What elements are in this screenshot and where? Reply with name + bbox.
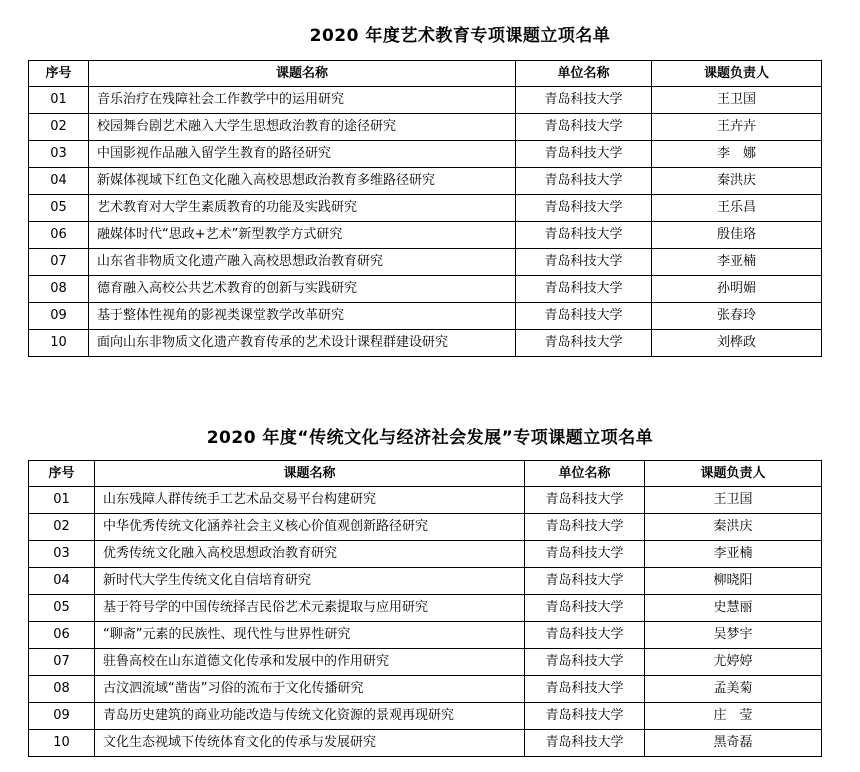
cell-project-leader: 李亚楠 xyxy=(645,541,822,568)
cell-institution: 青岛科技大学 xyxy=(516,114,652,141)
cell-institution: 青岛科技大学 xyxy=(525,730,645,757)
cell-serial: 05 xyxy=(29,195,89,222)
cell-project-name: 山东残障人群传统手工艺术品交易平台构建研究 xyxy=(95,487,525,514)
cell-serial: 01 xyxy=(29,487,95,514)
cell-serial: 07 xyxy=(29,249,89,276)
cell-institution: 青岛科技大学 xyxy=(516,168,652,195)
cell-institution: 青岛科技大学 xyxy=(525,703,645,730)
cell-project-leader: 王卉卉 xyxy=(652,114,822,141)
cell-serial: 06 xyxy=(29,222,89,249)
cell-serial: 03 xyxy=(29,541,95,568)
cell-institution: 青岛科技大学 xyxy=(525,568,645,595)
table-row xyxy=(29,622,822,649)
table-row xyxy=(29,514,822,541)
cell-project-name: 中国影视作品融入留学生教育的路径研究 xyxy=(89,141,516,168)
cell-institution: 青岛科技大学 xyxy=(516,330,652,357)
cell-institution: 青岛科技大学 xyxy=(516,303,652,330)
table-row xyxy=(29,168,822,195)
table-row xyxy=(29,222,822,249)
cell-project-name: 新时代大学生传统文化自信培育研究 xyxy=(95,568,525,595)
cell-project-name: 音乐治疗在残障社会工作教学中的运用研究 xyxy=(89,87,516,114)
cell-project-leader: 王卫国 xyxy=(645,487,822,514)
cell-project-name: 中华优秀传统文化涵养社会主义核心价值观创新路径研究 xyxy=(95,514,525,541)
table-body xyxy=(29,87,822,357)
cell-institution: 青岛科技大学 xyxy=(516,222,652,249)
header-project-leader: 课题负责人 xyxy=(652,61,822,87)
cell-project-leader: 柳晓阳 xyxy=(645,568,822,595)
cell-institution: 青岛科技大学 xyxy=(525,514,645,541)
header-serial: 序号 xyxy=(29,61,89,87)
table-row xyxy=(29,303,822,330)
cell-project-leader: 黑奇磊 xyxy=(645,730,822,757)
header-project-name: 课题名称 xyxy=(89,61,516,87)
cell-project-name: 青岛历史建筑的商业功能改造与传统文化资源的景观再现研究 xyxy=(95,703,525,730)
header-serial: 序号 xyxy=(29,461,95,487)
table-row xyxy=(29,649,822,676)
cell-project-name: 面向山东非物质文化遗产教育传承的艺术设计课程群建设研究 xyxy=(89,330,516,357)
cell-project-leader: 史慧丽 xyxy=(645,595,822,622)
cell-serial: 06 xyxy=(29,622,95,649)
cell-institution: 青岛科技大学 xyxy=(516,87,652,114)
table-row xyxy=(29,487,822,514)
cell-serial: 08 xyxy=(29,276,89,303)
table-title-traditional-culture: 2020 年度“传统文化与经济社会发展”专项课题立项名单 xyxy=(206,428,654,448)
cell-project-name: 基于符号学的中国传统择吉民俗艺术元素提取与应用研究 xyxy=(95,595,525,622)
header-project-name: 课题名称 xyxy=(95,461,525,487)
table-row xyxy=(29,276,822,303)
cell-serial: 09 xyxy=(29,703,95,730)
cell-institution: 青岛科技大学 xyxy=(525,541,645,568)
cell-project-leader: 孟美菊 xyxy=(645,676,822,703)
table-row xyxy=(29,141,822,168)
table-title-art-education: 2020 年度艺术教育专项课题立项名单 xyxy=(309,26,611,46)
cell-project-leader: 秦洪庆 xyxy=(645,514,822,541)
cell-institution: 青岛科技大学 xyxy=(516,141,652,168)
table-row xyxy=(29,541,822,568)
cell-project-leader: 吴梦宇 xyxy=(645,622,822,649)
project-table-art-education xyxy=(28,60,822,357)
cell-institution: 青岛科技大学 xyxy=(525,676,645,703)
cell-project-name: 融媒体时代“思政+艺术”新型教学方式研究 xyxy=(89,222,516,249)
table-row xyxy=(29,330,822,357)
cell-serial: 04 xyxy=(29,568,95,595)
cell-institution: 青岛科技大学 xyxy=(525,487,645,514)
table-row xyxy=(29,195,822,222)
table-row xyxy=(29,595,822,622)
cell-institution: 青岛科技大学 xyxy=(516,276,652,303)
table-row xyxy=(29,730,822,757)
cell-project-name: 德育融入高校公共艺术教育的创新与实践研究 xyxy=(89,276,516,303)
cell-project-leader: 王卫国 xyxy=(652,87,822,114)
table-row xyxy=(29,568,822,595)
cell-serial: 09 xyxy=(29,303,89,330)
cell-project-name: 新媒体视域下红色文化融入高校思想政治教育多维路径研究 xyxy=(89,168,516,195)
cell-project-leader: 庄 莹 xyxy=(645,703,822,730)
table-row xyxy=(29,703,822,730)
cell-serial: 10 xyxy=(29,330,89,357)
table-row xyxy=(29,676,822,703)
cell-serial: 05 xyxy=(29,595,95,622)
cell-project-name: 基于整体性视角的影视类课堂教学改革研究 xyxy=(89,303,516,330)
cell-institution: 青岛科技大学 xyxy=(525,595,645,622)
cell-serial: 03 xyxy=(29,141,89,168)
table-row xyxy=(29,249,822,276)
cell-serial: 04 xyxy=(29,168,89,195)
cell-project-name: 文化生态视域下传统体育文化的传承与发展研究 xyxy=(95,730,525,757)
cell-project-name: 山东省非物质文化遗产融入高校思想政治教育研究 xyxy=(89,249,516,276)
cell-project-name: 古汶泗流域“凿齿”习俗的流布于文化传播研究 xyxy=(95,676,525,703)
project-table-traditional-culture xyxy=(28,460,822,757)
cell-project-name: 校园舞台剧艺术融入大学生思想政治教育的途径研究 xyxy=(89,114,516,141)
cell-project-leader: 李 娜 xyxy=(652,141,822,168)
cell-project-leader: 孙明媚 xyxy=(652,276,822,303)
header-project-leader: 课题负责人 xyxy=(645,461,822,487)
cell-serial: 10 xyxy=(29,730,95,757)
header-institution: 单位名称 xyxy=(525,461,645,487)
cell-institution: 青岛科技大学 xyxy=(516,195,652,222)
cell-institution: 青岛科技大学 xyxy=(525,649,645,676)
header-institution: 单位名称 xyxy=(516,61,652,87)
table-header-row xyxy=(29,61,822,87)
cell-project-leader: 秦洪庆 xyxy=(652,168,822,195)
table-row xyxy=(29,87,822,114)
cell-project-leader: 张春玲 xyxy=(652,303,822,330)
cell-serial: 07 xyxy=(29,649,95,676)
cell-institution: 青岛科技大学 xyxy=(516,249,652,276)
cell-project-leader: 尤婷婷 xyxy=(645,649,822,676)
cell-project-name: 艺术教育对大学生素质教育的功能及实践研究 xyxy=(89,195,516,222)
table-body xyxy=(29,487,822,757)
cell-project-name: “聊斋”元素的民族性、现代性与世界性研究 xyxy=(95,622,525,649)
cell-project-leader: 李亚楠 xyxy=(652,249,822,276)
cell-serial: 02 xyxy=(29,114,89,141)
cell-project-leader: 王乐昌 xyxy=(652,195,822,222)
table-header-row xyxy=(29,461,822,487)
cell-serial: 01 xyxy=(29,87,89,114)
cell-project-leader: 刘桦政 xyxy=(652,330,822,357)
table-row xyxy=(29,114,822,141)
cell-institution: 青岛科技大学 xyxy=(525,622,645,649)
cell-project-leader: 殷佳珞 xyxy=(652,222,822,249)
cell-serial: 08 xyxy=(29,676,95,703)
cell-project-name: 驻鲁高校在山东道德文化传承和发展中的作用研究 xyxy=(95,649,525,676)
cell-project-name: 优秀传统文化融入高校思想政治教育研究 xyxy=(95,541,525,568)
cell-serial: 02 xyxy=(29,514,95,541)
